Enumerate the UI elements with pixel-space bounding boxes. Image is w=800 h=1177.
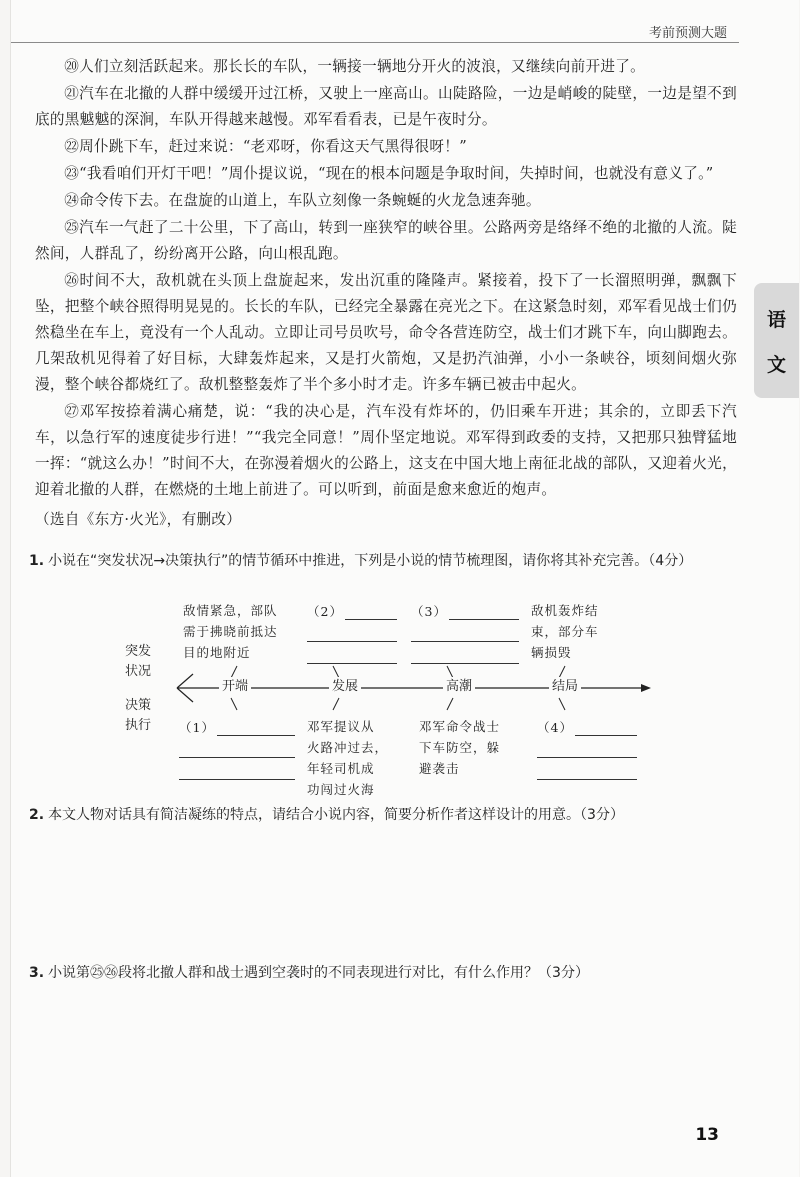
timeline-arrowhead	[641, 684, 651, 692]
blank-2-line[interactable]	[307, 622, 397, 642]
paragraph-23: ㉓“我看咱们开灯干吧！”周仆提议说，“现在的根本问题是争取时间，失掉时间，也就没有意义了。”	[64, 165, 714, 182]
bottom-box-ending	[537, 716, 637, 782]
label-decision-execution: 决策 执行	[125, 698, 152, 733]
stage-ending: 结局	[549, 677, 581, 697]
stage-climax: 高潮	[443, 677, 475, 697]
blank-4-label: （4）	[537, 720, 573, 735]
paragraph-21: ㉑汽车在北撤的人群中缓缓开过江桥，又驶上一座高山。山陡路险，一边是峭峻的陡壁，一边是望不到底的黑魆魆的深涧，车队开得越来越慢。邓军看看表，已是午夜时分。	[35, 85, 737, 128]
blank-1-line[interactable]	[217, 716, 295, 736]
blank-1-line[interactable]	[179, 760, 295, 780]
top-box-ending: 敌机轰炸结 束，部分车 辆损毁	[531, 603, 599, 660]
blank-2-label: （2）	[307, 604, 343, 619]
question-number: 2.	[29, 807, 45, 823]
blank-3-line[interactable]	[449, 600, 519, 620]
passage-source: （选自《东方·火光》，有删改）	[35, 511, 242, 528]
top-box-development	[307, 600, 397, 666]
brace-bottom	[177, 688, 193, 702]
brace-top	[177, 674, 193, 688]
question-number: 3.	[29, 965, 45, 981]
blank-4-line[interactable]	[575, 716, 637, 736]
top-box-opening: 敌情紧急，部队 需于拂晓前抵达 目的地附近	[183, 603, 278, 660]
plot-diagram	[121, 598, 681, 798]
header-title: 考前预测大题	[648, 26, 727, 41]
blank-3-line[interactable]	[411, 644, 519, 664]
question-text: 本文人物对话具有简洁凝练的特点，请结合小说内容，简要分析作者这样设计的用意。（3分）	[48, 807, 624, 823]
paragraph-27: ㉗邓军按捺着满心痛楚，说：“我的决心是，汽车没有炸坏的，仍旧乘车开进；其余的，立即丢下汽车，以急行军的速度徒步行进！”“我完全同意！”周仆坚定地说。邓军得到政委的支持，又把那只独臂猛地一挥：“就这么办！”时间不大，在弥漫着烟火的公路上，这支在中国大地上南征北战的部队，又迎着火光，迎着北撤的人群，在燃烧的土地上前进了。可以听到，前面是愈来愈近的炮声。	[35, 403, 737, 498]
bottom-box-opening	[179, 716, 295, 782]
tick-1-down	[231, 698, 237, 710]
blank-2-line[interactable]	[307, 644, 397, 664]
label-sudden-situation: 突发 状况	[125, 644, 152, 679]
question-text: 小说第㉕㉖段将北撤人群和战士遇到空袭时的不同表现进行对比，有什么作用？（3分）	[48, 965, 589, 981]
question-1	[29, 550, 749, 570]
page-number: 13	[695, 1125, 719, 1145]
blank-2-line[interactable]	[345, 600, 397, 620]
blank-3-label: （3）	[411, 604, 447, 619]
subject-tab-char-2: 文	[766, 353, 786, 376]
bottom-box-climax: 邓军命令战士 下车防空，躲 避袭击	[419, 719, 501, 776]
tick-3-down	[447, 698, 453, 710]
blank-4-line[interactable]	[537, 738, 637, 758]
header-rule	[11, 42, 739, 43]
question-number: 1.	[29, 553, 45, 569]
tick-2-down	[333, 698, 339, 710]
question-2	[29, 804, 749, 824]
question-text: 小说在“突发状况→决策执行”的情节循环中推进，下列是小说的情节梳理图，请你将其补充完善。（4分）	[48, 553, 693, 569]
stage-development: 发展	[329, 677, 361, 697]
stage-opening: 开端	[219, 677, 251, 697]
paragraph-24: ㉔命令传下去。在盘旋的山道上，车队立刻像一条蜿蜒的火龙急速奔驰。	[64, 192, 541, 209]
paragraph-25: ㉕汽车一气赶了二十公里，下了高山，转到一座狭窄的峡谷里。公路两旁是络绎不绝的北撤的人流。陡然间，人群乱了，纷纷离开公路，向山根乱跑。	[35, 219, 737, 262]
paragraph-22: ㉒周仆跳下车，赶过来说：“老邓呀，你看这天气黑得很呀！”	[64, 138, 467, 155]
page	[10, 0, 799, 1177]
bottom-box-development: 邓军提议从 火路冲过去， 年轻司机成 功闯过火海	[307, 719, 389, 797]
passage	[35, 54, 737, 534]
blank-1-line[interactable]	[179, 738, 295, 758]
paragraph-26: ㉖时间不大，敌机就在头顶上盘旋起来，发出沉重的隆隆声。紧接着，投下了一长溜照明弹，飘飘下坠，把整个峡谷照得明晃晃的。长长的车队，已经完全暴露在亮光之下。在这紧急时刻，邓军看见战士们仍然稳坐在车上，竟没有一个人乱动。立即让司号员吹号，命令各营连防空，战士们才跳下车，向山脚跑去。几架敌机见得着了好目标，大肆轰炸起来，又是打火箭炮，又是扔汽油弹，小小一条峡谷，顷刻间烟火弥漫，整个峡谷都烧红了。敌机整整轰炸了半个多小时才走。许多车辆已被击中起火。	[35, 272, 737, 393]
top-box-climax	[411, 600, 519, 666]
blank-4-line[interactable]	[537, 760, 637, 780]
blank-1-label: （1）	[179, 720, 215, 735]
question-3	[29, 962, 749, 982]
paragraph-20: ⑳人们立刻活跃起来。那长长的车队，一辆接一辆地分开火的波浪，又继续向前开进了。	[64, 58, 646, 75]
subject-tab	[754, 283, 799, 398]
blank-3-line[interactable]	[411, 622, 519, 642]
tick-4-down	[559, 698, 565, 710]
subject-tab-char-1: 语	[766, 308, 786, 331]
